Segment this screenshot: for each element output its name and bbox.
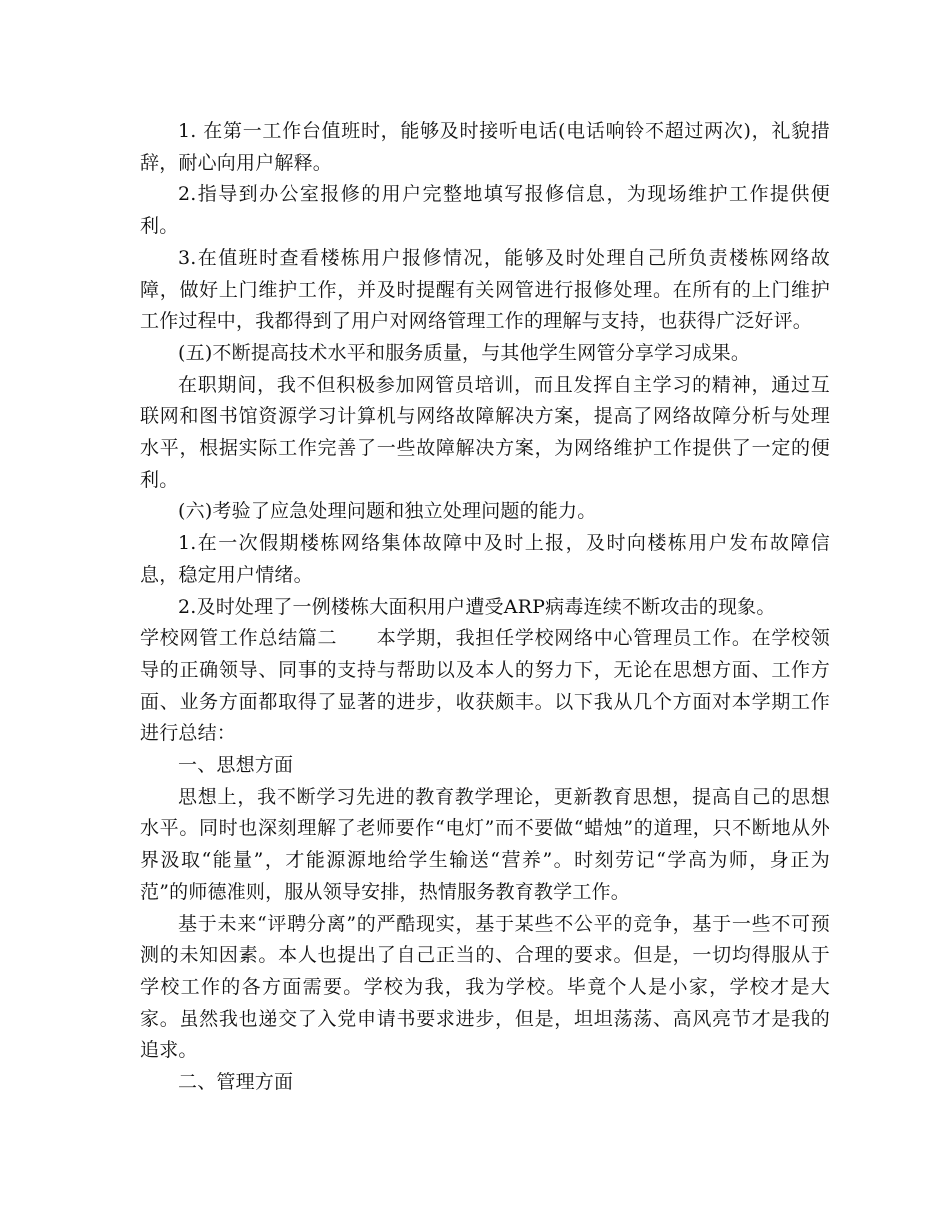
document-body: [140, 116, 830, 1099]
paragraph-2: 2.指导到办公室报修的用户完整地填写报修信息，为现场维护工作提供便利。: [140, 183, 830, 238]
paragraph-8: 2.及时处理了一例楼栋大面积用户遭受ARP病毒连续不断攻击的现象。: [178, 595, 776, 618]
paragraph-5: 在职期间，我不但积极参加网管员培训，而且发挥自主学习的精神，通过互联网和图书馆资源学习计算机与网络故障解决方案，提高了网络故障分析与处理水平，根据实际工作完善了一些故障解决方案，为网络维护工作提供了一定的便利。: [140, 373, 830, 491]
paragraph-3: 3.在值班时查看楼栋用户报修情况，能够及时处理自己所负责楼栋网络故障，做好上门维护工作，并及时提醒有关网管进行报修处理。在所有的上门维护工作过程中，我都得到了用户对网络管理工作的理解与支持，也获得广泛好评。: [140, 246, 830, 333]
article-two-intro: 学校网管工作总结篇二 本学期，我担任学校网络中心管理员工作。在学校领导的正确领导、同事的支持与帮助以及本人的努力下，无论在思想方面、工作方面、业务方面都取得了显著的进步，收获颇丰。以下我从几个方面对本学期工作进行总结：: [140, 627, 830, 745]
heading-management: 二、管理方面: [178, 1071, 294, 1094]
paragraph-thought-1: 思想上，我不断学习先进的教育教学理论，更新教育思想，提高自己的思想水平。同时也深刻理解了老师要作“电灯”而不要做“蜡烛”的道理，只不断地从外界汲取“能量”，才能源源地给学生输送“营养”。时刻劳记“学高为师，身正为范”的师德准则，服从领导安排，热情服务教育教学工作。: [140, 785, 830, 903]
paragraph-thought-2: 基于未来“评聘分离”的严酷现实，基于某些不公平的竞争，基于一些不可预测的未知因素。本人也提出了自己正当的、合理的要求。但是，一切均得服从于学校工作的各方面需要。学校为我，我为学校。毕竟个人是小家，学校才是大家。虽然我也递交了入党申请书要求进步，但是，坦坦荡荡、高风亮节才是我的追求。: [140, 912, 830, 1062]
heading-thought: 一、思想方面: [178, 754, 294, 777]
paragraph-7: 1.在一次假期楼栋网络集体故障中及时上报，及时向楼栋用户发布故障信息，稳定用户情绪。: [140, 532, 830, 586]
section-heading-5: (五)不断提高技术水平和服务质量，与其他学生网管分享学习成果。: [178, 341, 751, 364]
paragraph-1: 1. 在第一工作台值班时，能够及时接听电话(电话响铃不超过两次)，礼貌措辞，耐心向用户解释。: [140, 120, 830, 174]
section-heading-6: (六)考验了应急处理问题和独立处理问题的能力。: [178, 500, 597, 523]
